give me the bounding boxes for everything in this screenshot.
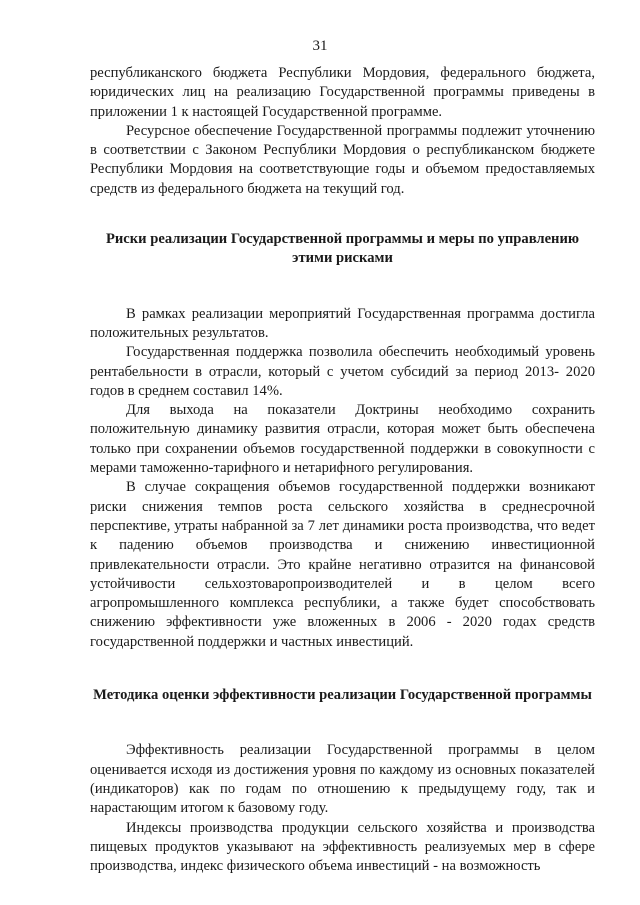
page-number: 31 [312,38,328,54]
paragraph: Государственная поддержка позволила обеспечить необходимый уровень рентабельности в отрасли, который с учетом субсидий за период 2013- 2020 годов в среднем составил 14%. [90,344,595,399]
paragraph: В рамках реализации мероприятий Государственная программа достигла положительных результатов. [90,305,595,341]
paragraph: В случае сокращения объемов государственной поддержки возникают риски снижения темпов роста сельского хозяйства в среднесрочной перспективе, утраты набранной за 7 лет динамики роста производства, что ведет к падению объемов производства и снижению инвестиционной привлекательности отрасли. Это крайне негативно отразится на финансовой устойчивости сельхозтоваропроизводителей и в целом всего агропромышленного комплекса республики, а также будет способствовать снижению эффективности уже вложенных в 2006 - 2020 годах средств государственной поддержки и частных инвестиций. [90,479,595,650]
section-heading-risks: Риски реализации Государственной программы и меры по управлению этими рисками [105,231,580,267]
paragraph: Для выхода на показатели Доктрины необходимо сохранить положительную динамику развития отрасли, которая может быть обеспечена только при сохранении объемов государственной поддержки в совокупности с мерами таможенно-тарифного и нетарифного регулирования. [90,402,595,477]
document-body [90,64,595,876]
section-heading-method: Методика оценки эффективности реализации Государственной программы [93,687,592,704]
paragraph: республиканского бюджета Республики Мордовия, федерального бюджета, юридических лиц на реализацию Государственной программы приведены в приложении 1 к настоящей Государственной программе. [90,65,595,120]
paragraph: Эффективность реализации Государственной программы в целом оценивается исходя из достижения уровня по каждому из основных показателей (индикаторов) как по годам по отношению к предыдущему году, так и нарастающим итогом к базовому году. [90,742,595,817]
paragraph: Индексы производства продукции сельского хозяйства и производства пищевых продуктов указывают на эффективность реализуемых мер в сфере производства, индекс физического объема инвестиций - на возможность [90,819,595,875]
paragraph: Ресурсное обеспечение Государственной программы подлежит уточнению в соответствии с Законом Республики Мордовия о республиканском бюджете Республики Мордовия на соответствующие годы и объемом предоставляемых средств из федерального бюджета на текущий год. [90,122,595,197]
